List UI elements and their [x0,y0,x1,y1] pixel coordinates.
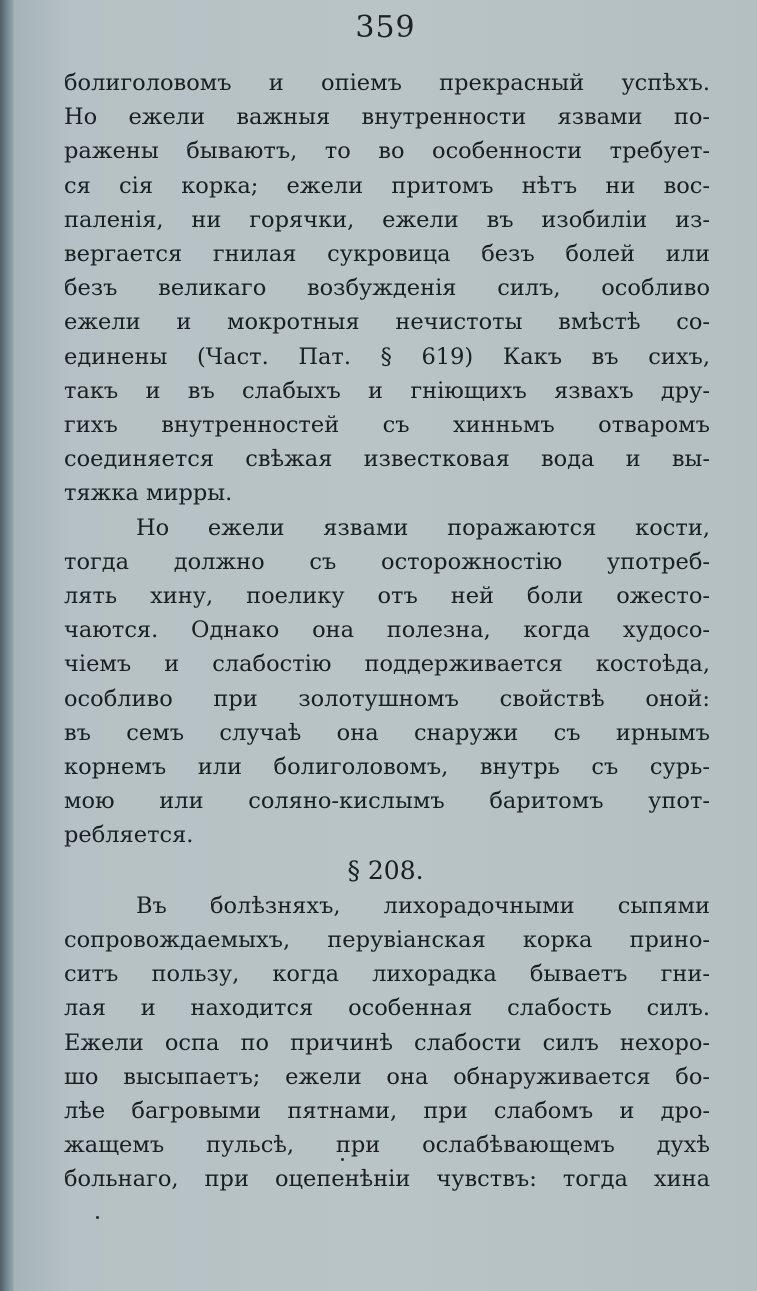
text-line: Въ болѣзняхъ, лихорадочными сыпями [136,892,710,919]
text-line: жащемъ пульсѣ, при ослабѣвающемъ духѣ [64,1132,710,1159]
text-line: особливо при золотушномъ свойствѣ оной: [64,685,710,712]
text-line: тогда должно съ осторожностiю употреб- [64,548,710,575]
text-line: чаются. Однако она полезна, когда худосо- [64,617,710,644]
text-line: Но ежели важныя внутренности язвами по- [64,104,710,131]
paper-speck [341,1158,344,1161]
page-number: 359 [355,10,416,45]
text-line: въ семъ случаѣ она снаружи съ ирнымъ [64,719,710,746]
text-line: Но ежели язвами поражаются кости, [136,514,710,541]
text-line: ежели и мокротныя нечистоты вмѣстѣ со- [64,309,710,336]
text-line: единены (Част. Пат. § 619) Какъ въ сихъ, [64,343,710,370]
text-line: тяжка мирры. [64,480,233,507]
text-line: чiемъ и слабостiю поддерживается костоѣда, [64,651,710,678]
text-line: гихъ внутренностей съ хинньмъ отваромъ [64,412,710,438]
text-line: сопровождаемыхъ, перувiанская корка прино- [64,927,710,953]
text-line: ребляется. [64,822,194,849]
text-line: болиголовомъ и опiемъ прекрасный успѣхъ. [64,70,710,96]
book-binding-shadow [0,0,14,1291]
text-line: соединяется свѣжая известковая вода и вы- [64,446,710,473]
book-page [14,0,757,1291]
section-heading: § 208. [347,855,424,885]
text-line: Ежели оспа по причинѣ слабости силъ нехоро- [64,1029,710,1056]
text-line: мою или соляно-кислымъ баритомъ упот- [64,788,710,815]
text-line: вергается гнилая сукровица безъ болей или [64,241,710,267]
text-line: лѣе багровыми пятнами, при слабомъ и дро- [64,1098,710,1124]
text-line: больнаго, при оцепенѣнiи чувствъ: тогда хина [64,1166,710,1193]
text-line: шо высыпаетъ; ежели она обнаруживается бо- [64,1063,710,1090]
text-line: ражены бываютъ, то во особенности требует- [64,138,710,165]
text-line: корнемъ или болиголовомъ, внутрь съ сурь- [64,754,710,780]
text-line: паленiя, ни горячки, ежели въ изобилiи из- [64,206,710,233]
text-line: ситъ пользу, когда лихорадка бываетъ гни- [64,961,710,988]
text-line: лая и находится особенная слабость силъ. [64,995,710,1022]
text-line: безъ великаго возбужденiя силъ, особливо [64,275,710,302]
text-line: такъ и въ слабыхъ и гнiющихъ язвахъ дру- [64,377,710,404]
text-line: ся сiя корка; ежели притомъ нѣтъ ни вос- [64,172,710,199]
paper-speck [96,1216,99,1219]
text-line: лять хину, поелику отъ ней боли ожесто- [64,583,710,609]
